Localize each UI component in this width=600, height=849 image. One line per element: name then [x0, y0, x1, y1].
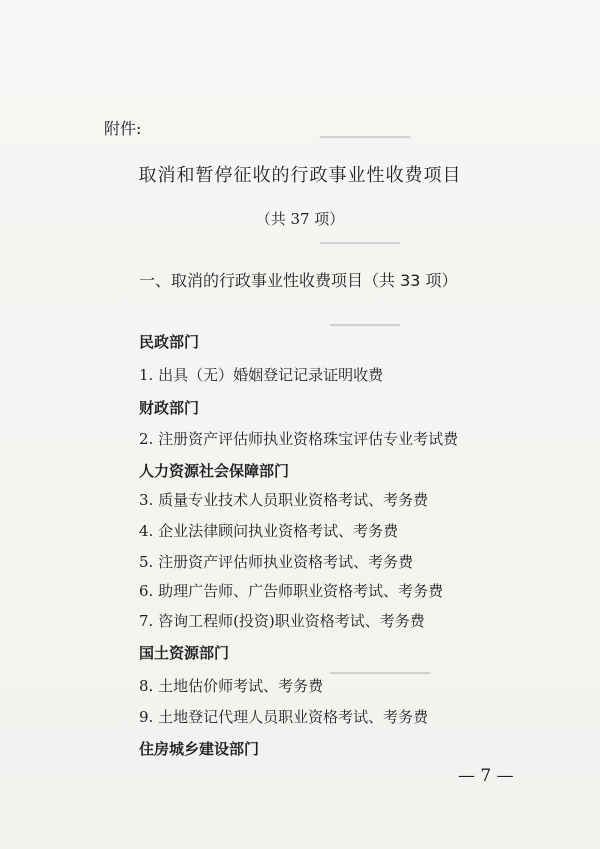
- document-subtitle: （共 37 项）: [255, 210, 345, 228]
- section-heading: 一、取消的行政事业性收费项目（共 33 项）: [139, 271, 458, 290]
- fee-item: 7. 咨询工程师(投资)职业资格考试、考务费: [139, 612, 425, 630]
- fee-item: 1. 出具（无）婚姻登记记录证明收费: [139, 366, 384, 384]
- fee-item: 9. 土地登记代理人员职业资格考试、考务费: [139, 708, 429, 726]
- bleed-through-mark: ▁▁▁▁▁▁▁▁: [320, 230, 400, 245]
- fee-item: 6. 助理广告师、广告师职业资格考试、考务费: [139, 582, 444, 600]
- page-number: — 7 —: [458, 766, 514, 786]
- fee-item: 5. 注册资产评估师执业资格考试、考务费: [139, 553, 414, 571]
- bleed-through-mark: ▁▁▁▁▁▁▁: [330, 312, 400, 327]
- department-heading: 国土资源部门: [139, 644, 230, 662]
- bleed-through-mark: ▁▁▁▁▁▁▁▁▁▁: [330, 660, 430, 675]
- fee-item: 2. 注册资产评估师执业资格珠宝评估专业考试费: [139, 430, 459, 448]
- department-heading: 民政部门: [139, 333, 200, 351]
- fee-item: 8. 土地估价师考试、考务费: [139, 677, 324, 695]
- fee-item: 3. 质量专业技术人员职业资格考试、考务费: [139, 491, 429, 509]
- department-heading: 人力资源社会保障部门: [139, 462, 290, 480]
- department-heading: 财政部门: [139, 399, 200, 417]
- fee-item: 4. 企业法律顾问执业资格考试、考务费: [139, 522, 399, 540]
- department-heading: 住房城乡建设部门: [139, 740, 260, 758]
- document-title: 取消和暂停征收的行政事业性收费项目: [138, 165, 462, 186]
- attachment-label: 附件:: [104, 119, 142, 138]
- bleed-through-mark: ▁▁▁▁▁▁▁▁▁: [320, 124, 410, 139]
